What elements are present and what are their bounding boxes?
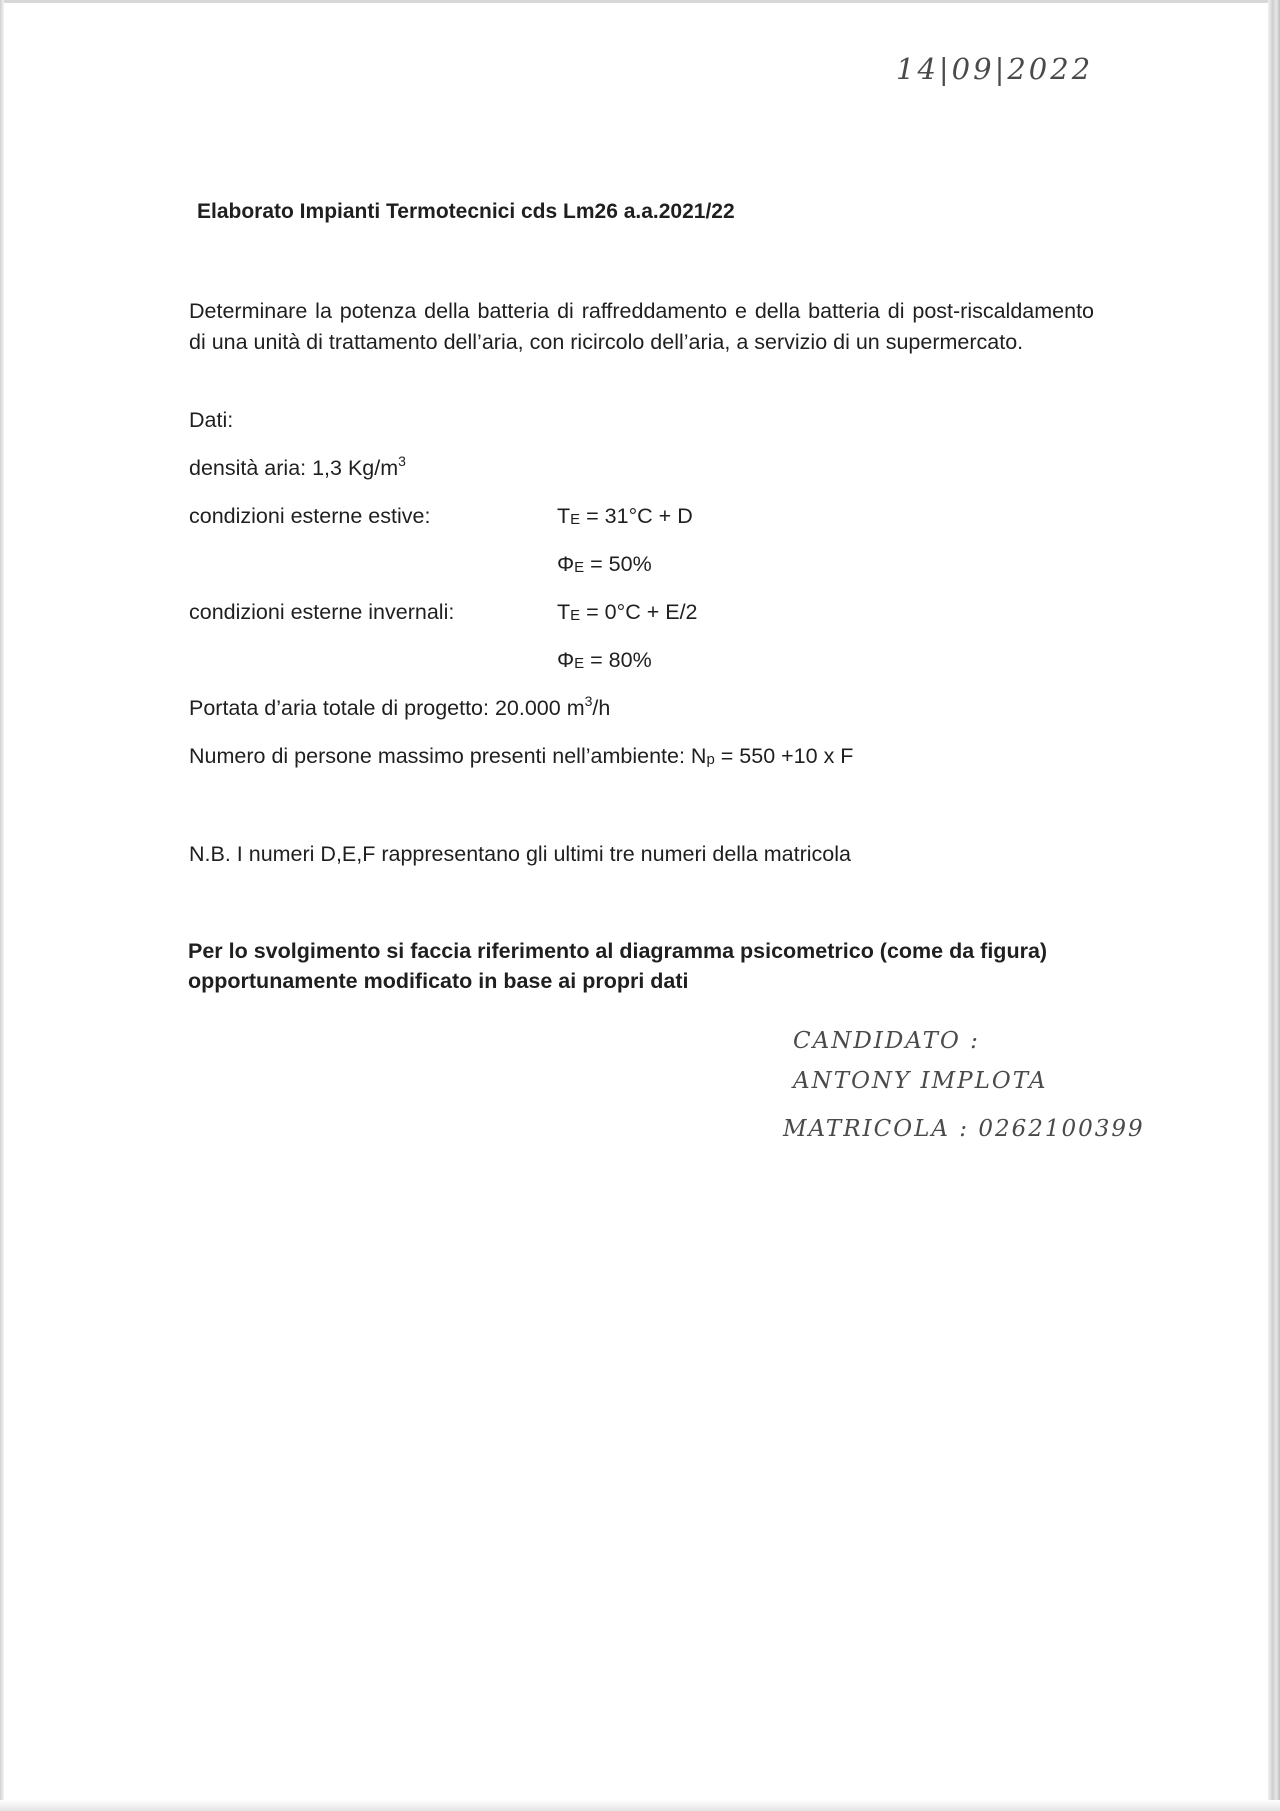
summer-label: condizioni esterne estive: — [189, 504, 431, 528]
intro-paragraph: Determinare la potenza della batteria di raffreddamento e della batteria di post-riscaldamento di una unità di trattamento dell’aria, con ricircolo dell’aria, a servizio di un supermercato. — [189, 299, 1094, 354]
airflow-exponent: 3 — [584, 693, 593, 709]
winter-humidity — [557, 648, 652, 673]
dati-label: Dati: — [189, 408, 234, 432]
scan-edge-bottom — [0, 1800, 1280, 1811]
scan-edge-left — [0, 0, 4, 1811]
scan-edge-top — [0, 0, 1280, 3]
document-title: Elaborato Impianti Termotecnici cds Lm26 a.a.2021/22 — [197, 200, 735, 223]
nb-note: N.B. I numeri D,E,F rappresentano gli ultimi tre numeri della matricola — [189, 842, 851, 866]
temp-subscript: E — [570, 607, 581, 624]
people-formula: = 550 +10 x F — [714, 744, 854, 768]
scan-edge-right — [1268, 0, 1280, 1811]
phi-subscript: E — [574, 559, 585, 576]
airflow-line — [189, 693, 611, 721]
people-label: Numero di persone massimo presenti nell’ambiente: N — [189, 744, 707, 768]
summer-temperature — [557, 504, 693, 529]
phi-symbol: Φ — [557, 552, 575, 576]
people-line — [189, 744, 853, 769]
density-label: densità aria: 1,3 Kg/m — [189, 456, 399, 480]
summer-humidity — [557, 552, 652, 577]
handwritten-date: 14|09|2022 — [896, 52, 1094, 86]
phi-subscript: E — [574, 655, 585, 672]
people-subscript: p — [706, 751, 715, 768]
winter-label: condizioni esterne invernali: — [189, 600, 455, 624]
airflow-unit: /h — [592, 696, 611, 720]
temp-value: = 0°C + E/2 — [580, 600, 698, 624]
temp-symbol: T — [557, 504, 571, 528]
signature-candidate-label: CANDIDATO : — [793, 1028, 980, 1054]
phi-symbol: Φ — [557, 648, 575, 672]
airflow-label: Portata d’aria totale di progetto: 20.000 m — [189, 696, 585, 720]
humidity-value: = 80% — [584, 648, 652, 672]
temp-value: = 31°C + D — [580, 504, 693, 528]
instructions-note: Per lo svolgimento si faccia riferimento al diagramma psicometrico (come da figura) opportunamente modificato in base ai propri dati — [188, 939, 1048, 993]
signature-name: ANTONY IMPLOTA — [793, 1068, 1048, 1094]
winter-temperature — [557, 600, 698, 625]
signature-matricola: MATRICOLA : 0262100399 — [783, 1116, 1145, 1142]
density-line — [189, 453, 406, 481]
temp-symbol: T — [557, 600, 571, 624]
density-exponent: 3 — [398, 453, 406, 469]
humidity-value: = 50% — [584, 552, 652, 576]
temp-subscript: E — [570, 511, 581, 528]
